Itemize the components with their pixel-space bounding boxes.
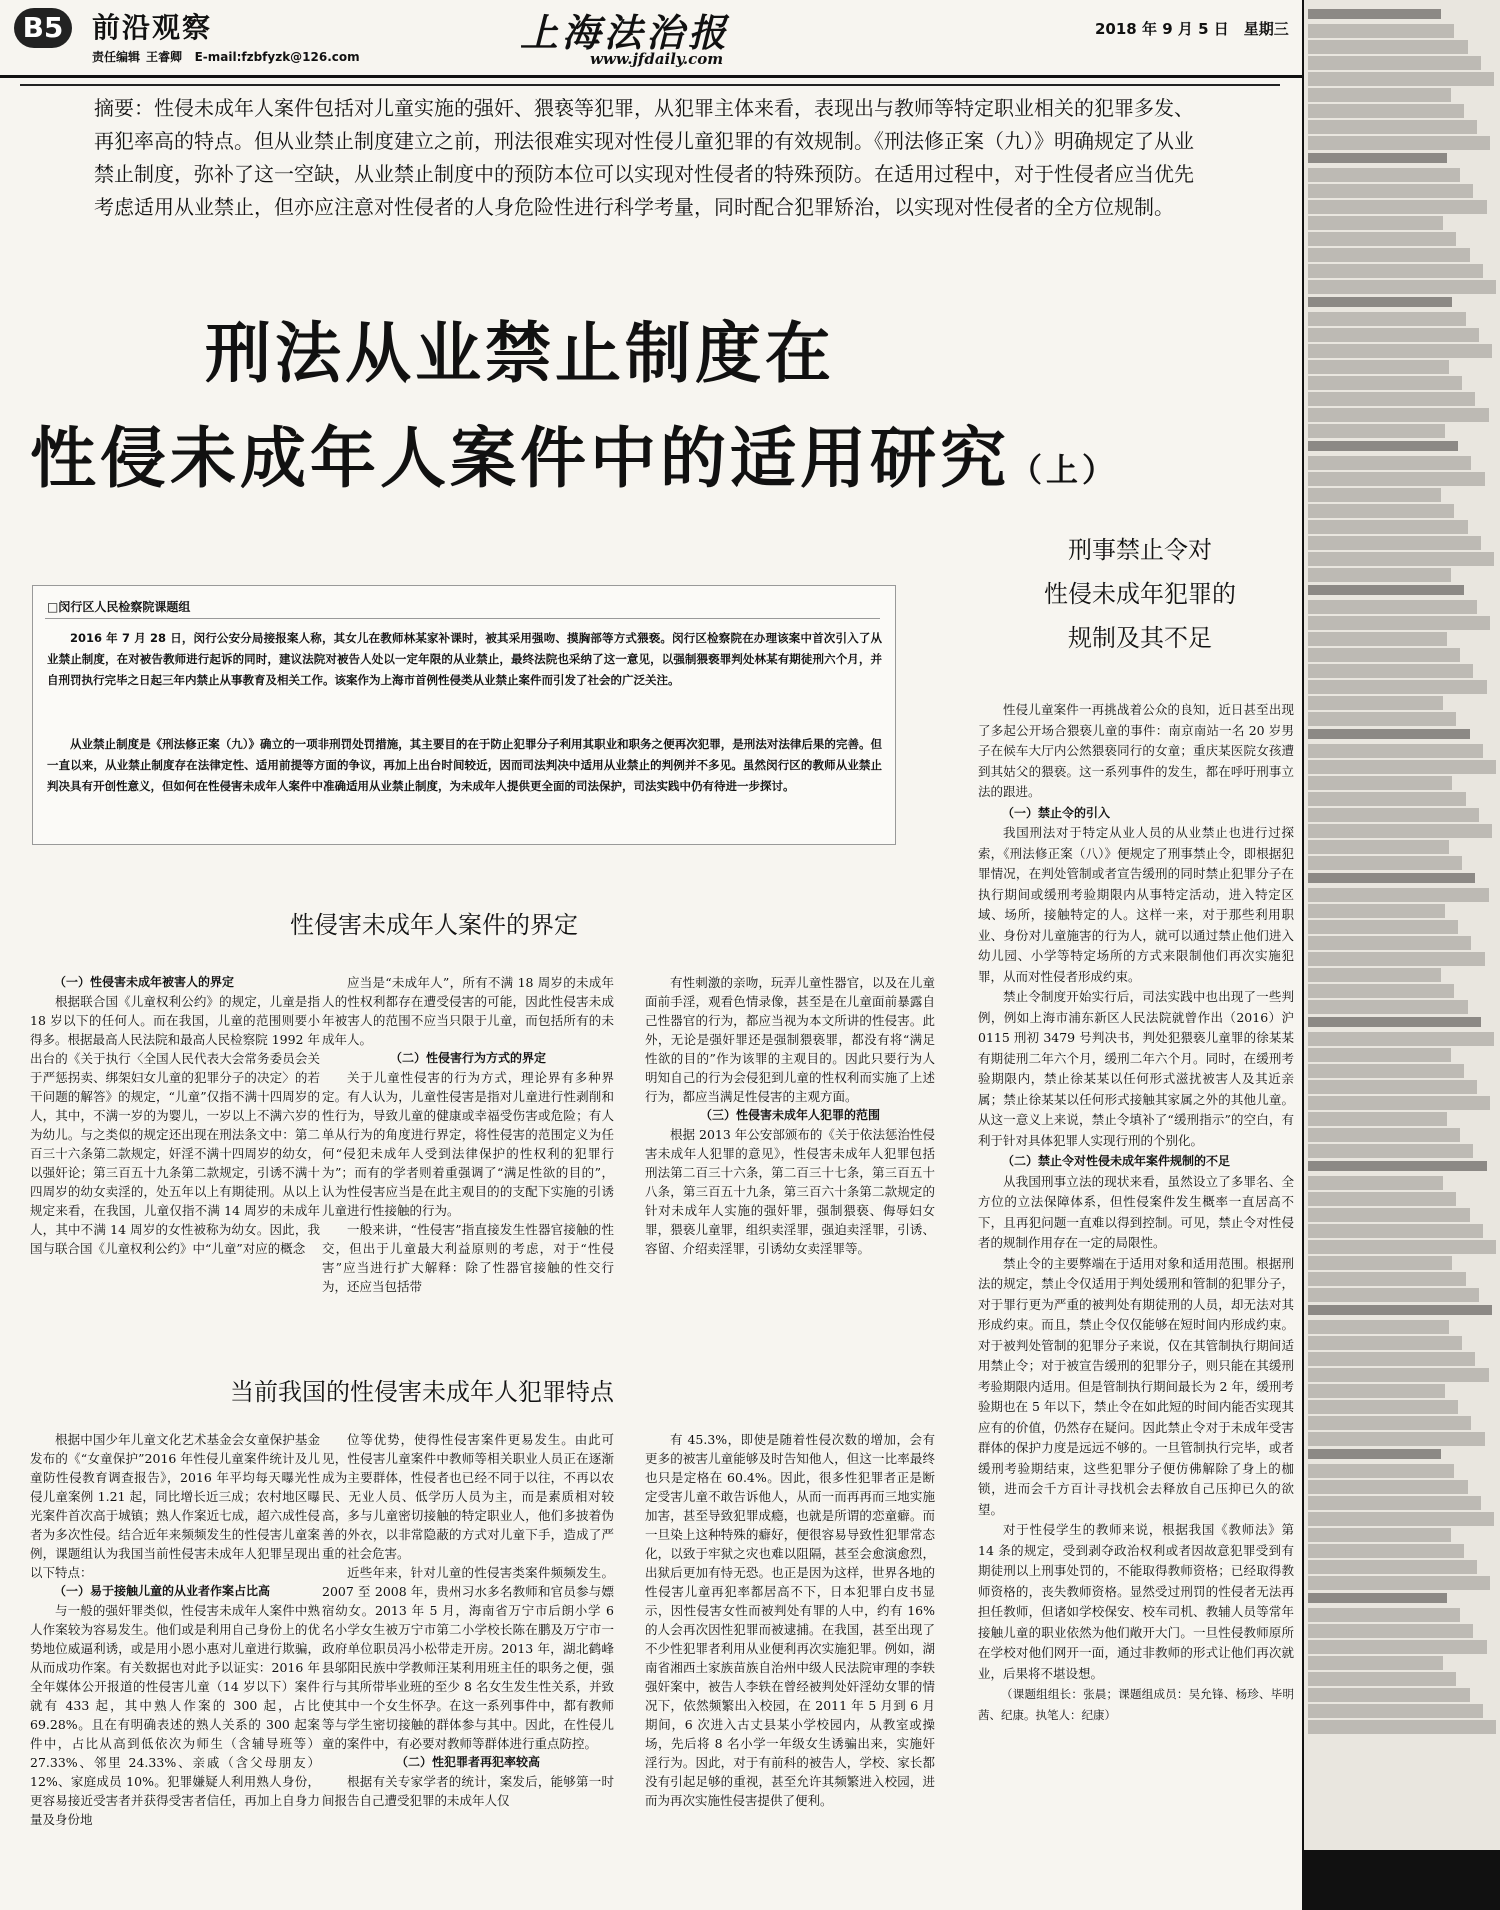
classified-notice-line [1308,424,1445,438]
classified-notice-line [1308,600,1477,614]
masthead [0,0,1500,78]
classified-notice-line [1308,72,1494,86]
section1-column-1 [30,973,320,1333]
intro-box [32,585,896,845]
classified-notice-line [1308,1336,1462,1350]
classified-notice-line [1308,568,1451,582]
section1-subheading-2: （二）性侵害行为方式的界定 [389,1051,546,1065]
classified-notice-line [1308,968,1441,982]
classified-notice-line [1308,616,1490,630]
classified-notice-line [1308,1320,1449,1334]
classified-notice-line [1308,1368,1489,1382]
classified-notice-line [1308,1192,1456,1206]
classified-notice-line [1308,1576,1490,1590]
classified-notice-line [1308,936,1471,950]
classified-notice-line [1308,1512,1494,1526]
classified-notice-line [1308,1224,1483,1238]
ads-footer [1304,1850,1500,1910]
editor-line [92,48,360,65]
section1-col2-paragraph-3: 一般来讲，“性侵害”指直接发生性器官接触的性交，但出于儿童最大利益原则的考虑，对于“性侵害”应当进行扩大解释：除了性器官接触的性交行为，还应当包括带 [322,1222,614,1294]
right-paragraph-3: 禁止令制度开始实行后，司法实践中也出现了一些判例，例如上海市浦东新区人民法院就曾作出（2016）沪 0115 刑初 3479 号判决书，判处犯猥亵儿童罪的徐某某有期徒刑二年六个月，缓刑二年六个月。同时，在缓刑考验期限内，禁止徐某某以任何形式滋扰被害人及其近亲属；禁止徐某某以任何形式接触其家属之外的其他儿童。从这一意义上来说，禁止令填补了“缓刑指示”的空白，有利于针对具体犯罪人实现行刑的个别化。 [978,989,1294,1148]
classified-notice-line [1308,1048,1451,1062]
classified-notice-line [1308,873,1475,883]
abstract: 摘要：性侵未成年人案件包括对儿童实施的强奸、猥亵等犯罪，从犯罪主体来看，表现出与教师等特定职业相关的犯罪多发、再犯率高的特点。但从业禁止制度建立之前，刑法很难实现对性侵儿童犯罪的有效规制。《刑法修正案（九）》明确规定了从业禁止制度，弥补了这一空缺，从业禁止制度中的预防本位可以实现对性侵者的特殊预防。在适用过程中，对于性侵者应当优先考虑适用从业禁止，但亦应注意对性侵者的人身危险性进行科学考量，同时配合犯罪矫治，以实现对性侵者的全方位规制。 [94,96,1194,219]
classified-notice-line [1308,232,1456,246]
classified-notice-line [1308,104,1464,118]
classified-notice-line [1308,1384,1445,1398]
section1-column-2 [322,973,614,1333]
classified-notice-line [1308,840,1449,854]
classified-notice-line [1308,904,1445,918]
classified-notice-line [1308,344,1492,358]
classified-notice-line [1308,1416,1471,1430]
right-paragraph-1: 性侵儿童案件一再挑战着公众的良知，近日甚至出现了多起公开场合猥亵儿童的事件：南京南站一名 20 岁男子在候车大厅内公然猥亵同行的女童；重庆某医院女孩遭到其姑父的猥亵。这一系列事件的发生，都在呼吁刑事立法的跟进。 [978,702,1294,799]
section2-col1-paragraph-1: 根据中国少年儿童文化艺术基金会女童保护基金发布的《“女童保护”2016 年性侵儿童案件统计及儿童防性侵教育调查报告》，2016 年平均每天曝光性侵儿童案例 1.21 起，同比增长近三成；农村地区曝光案件首次高于城镇；熟人作案近七成，超六成性侵者为多次性侵。结合近年来频频发生的性侵害儿童案例，课题组认为我国当前性侵害未成年人犯罪呈现出以下特点： [30,1432,320,1580]
classified-notice-line [1308,648,1460,662]
classified-notice-line [1308,1624,1473,1638]
classified-notice-line [1308,585,1464,595]
classified-notice-line [1308,552,1494,566]
classified-notice-line [1308,1144,1473,1158]
classified-notice-line [1308,248,1470,262]
classified-notice-line [1308,376,1462,390]
classified-notice-line [1308,536,1481,550]
classified-notice-line [1308,504,1454,518]
section2-column-3 [645,1430,935,1900]
classified-notice-line [1308,1112,1447,1126]
editor-email: E-mail:fzbfyzk@126.com [194,50,360,64]
classified-notice-line [1308,1288,1479,1302]
classified-notice-line [1308,729,1470,739]
classified-ads-column [1302,0,1500,1910]
classified-notice-line [1308,680,1487,694]
classified-notice-line [1308,24,1454,38]
classified-notice-line [1308,280,1496,294]
section2-column-1 [30,1430,320,1900]
section2-col2-paragraph-1: 位等优势，使得性侵害案件更易发生。由此可见，性侵害儿童案件中教师等相关职业人员正在逐渐成为主要群体，性侵者也已经不同于以往，不再以农民、无业人员、低学历人员为主，而是素质相对较高，多与儿童密切接触的特定职业人，他们多披着伪善的外衣，以非常隐蔽的方式对儿童下手，造成了严重的社会危害。 [322,1432,614,1561]
classified-notice-line [1308,776,1452,790]
classified-notice-line [1308,1560,1477,1574]
section-heading-definition: 性侵害未成年人案件的界定 [290,911,578,939]
classified-notice-line [1308,408,1489,422]
classified-notice-line [1308,1496,1481,1510]
classified-notice-line [1308,920,1458,934]
classified-notice-line [1308,824,1492,838]
research-team-credit: （课题组组长：张晨；课题组成员：吴允锋、杨珍、毕明茜、纪康。执笔人：纪康） [978,1687,1294,1722]
intro-paragraph-2: 从业禁止制度是《刑法修正案（九）》确立的一项非刑罚处罚措施，其主要目的在于防止犯罪分子利用其职业和职务之便再次犯罪，是刑法对法律后果的完善。但一直以来，从业禁止制度存在法律定性、适用前提等方面的争议，再加上出台时间较近，因而司法判决中适用从业禁止的判例并不多见。虽然闵行区的教师从业禁止判决具有开创性意义，但如何在性侵害未成年人案件中准确适用从业禁止制度，为未成年人提供更全面的司法保护，司法实践中仍有待进一步探讨。 [47,737,882,793]
section1-subheading-3: （三）性侵害未成年人犯罪的范围 [699,1108,880,1122]
newspaper-url: www.jfdaily.com [590,50,724,68]
classified-notice-line [1308,488,1441,502]
classified-notice-line [1308,1720,1496,1734]
classified-notice-line [1308,216,1443,230]
classified-notice-line [1308,1544,1464,1558]
issue-date: 2018 年 9 月 5 日 星期三 [1095,20,1289,38]
classified-notice-line [1308,696,1443,710]
classified-notice-line [1308,1672,1456,1686]
section1-col3-paragraph-2: 根据 2013 年公安部颁布的《关于依法惩治性侵害未成年人犯罪的意见》，性侵害未成年人犯罪包括刑法第二百三十六条，第二百三十七条，第三百五十八条，第三百五十九条，第三百六十条第二款规定的针对未成年人实施的强奸罪，强制猥亵、侮辱妇女罪，猥亵儿童罪，组织卖淫罪，强迫卖淫罪，引诱、容留、介绍卖淫罪，引诱幼女卖淫罪等。 [645,1127,935,1256]
section2-subheading-1: （一）易于接触儿童的从业者作案占比高 [54,1584,271,1598]
section2-col3-paragraph-1: 有 45.3%，即使是随着性侵次数的增加，会有更多的被害儿童能够及时告知他人，但这一比率最终也只是定格在 60.4%。因此，很多性犯罪者正是断定受害儿童不敢告诉他人，从而一而再再而三地实施加害，甚至导致犯罪成瘾，也就是所谓的恋童癖。而一旦染上这种特殊的癖好，便很容易导致性犯罪常态化，以致于牢狱之灾也难以阻隔，甚至会愈演愈烈，出狱后更加有恃无恐。也正是因为这样，世界各地的性侵害儿童再犯率都居高不下，日本犯罪白皮书显示，因性侵害女性而被判处有罪的人中，约有 16%的人会再次因性犯罪而被逮捕。在我国，甚至出现了不少性犯罪者利用从业便利再次实施犯罪。例如，湖南省湘西土家族苗族自治州中级人民法院审理的李轶强奸案中，被告人李轶在曾经被判处奸淫幼女罪的情况下，依然频繁出入校园，在 2011 年 5 月到 6 月期间，6 次进入古丈县某小学校园内，从教室或操场，先后将 8 名小学一年级女生诱骗出来，实施奸淫行为。因此，对于有前科的被告人，学校、家长都没有引起足够的重视，甚至允许其频繁进入校园，进而为再次实施性侵害提供了便利。 [645,1432,935,1808]
editor-name: 王睿卿 [146,50,183,64]
right-paragraph-6: 对于性侵学生的教师来说，根据我国《教师法》第 14 条的规定，受到剥夺政治权利或者因故意犯罪受到有期徒刑以上刑事处罚的，不能取得教师资格；已经取得教师资格的，丧失教师资格。显然受过刑罚的性侵者无法再担任教师，但诸如学校保安、校车司机、教辅人员等常年接触儿童的职业依然为他们敞开大门。一旦性侵教师原所在学校对他们网开一面，通过非教师的形式让他们再次就业，后果将不堪设想。 [978,1522,1294,1681]
article-title-line1: 刑法从业禁止制度在 [205,315,835,392]
classified-notice-line [1308,456,1471,470]
classified-notice-line [1308,360,1449,374]
right-heading-line-1: 刑事禁止令对 [1068,536,1212,564]
classified-notice-line [1308,1593,1447,1603]
classified-notice-line [1308,40,1468,54]
right-paragraph-2: 我国刑法对于特定从业人员的从业禁止也进行过探索，《刑法修正案（八）》便规定了刑事禁止令，即根据犯罪情况，在判处管制或者宣告缓刑的同时禁止犯罪分子在执行期间或缓刑考验期限内从事特定活动，进入特定区域、场所，接触特定的人。这样一来，对于那些利用职业、身份对儿童施害的行为人，就可以通过禁止他们进入幼儿园、小学等特定场所的方式来限制他们再次实施犯罪，从而对性侵者形成约束。 [978,825,1294,984]
classified-notice-line [1308,792,1466,806]
classified-notice-line [1308,9,1441,19]
classified-notice-line [1308,856,1462,870]
classified-notice-line [1308,1688,1470,1702]
classified-notice-line [1308,1352,1475,1366]
right-column-body [978,700,1294,1725]
classified-notice-line [1308,1256,1452,1270]
right-subheading-2: （二）禁止令对性侵未成年案件规制的不足 [1002,1154,1231,1168]
classified-notice-line [1308,632,1447,646]
classified-notice-line [1308,153,1447,163]
classified-notice-line [1308,664,1473,678]
classified-notice-line [1308,1704,1483,1718]
author-byline: □闵行区人民检察院课题组 [47,600,191,614]
classified-notice-line [1308,1464,1454,1478]
right-heading-line-3: 规制及其不足 [1068,624,1212,652]
classified-notice-line [1308,1400,1458,1414]
classified-notice-line [1308,312,1466,326]
article-title-line2 [30,405,1230,500]
classified-notice-line [1308,1017,1481,1027]
classified-notice-line [1308,1432,1485,1446]
classified-notice-line [1308,1000,1468,1014]
section1-col1-paragraph: 根据联合国《儿童权利公约》的规定，儿童是指 18 岁以下的任何人。而在我国，儿童的范围则要小得多。根据最高人民法院和最高人民检察院 1992 年出台的《关于执行〈全国人民代表大会常务委员会关于严惩拐卖、绑架妇女儿童的犯罪分子的决定〉的若干问题的解答》的规定，“儿童”仅指不满十四周岁的人，其中，不满一岁的为婴儿，一岁以上不满六岁的为幼儿。与之类似的规定还出现在刑法条文中：第二百三十六条第二款规定，奸淫不满十四周岁的幼女，以强奸论；第三百五十九条第二款规定，引诱不满十四周岁的幼女卖淫的，处五年以上有期徒刑。从以上规定来看，在我国，儿童仅指不满 14 周岁的未成年人，其中不满 14 周岁的女性被称为幼女。因此，我国与联合国《儿童权利公约》中“儿童”对应的概念 [30,994,320,1256]
classified-notice-line [1308,264,1483,278]
classified-notice-line [1308,1208,1470,1222]
classified-notice-line [1308,136,1490,150]
classified-notice-line [1308,712,1456,726]
section-name: 前沿观察 [92,11,213,44]
article-title-line2-text: 性侵未成年人案件中的适用研究 [30,420,1010,497]
classified-notice-line [1308,520,1468,534]
classified-notice-line [1308,1176,1443,1190]
classified-notice-line [1308,328,1479,342]
section2-col2-paragraph-3: 根据有关专家学者的统计，案发后，能够第一时间报告自己遭受犯罪的未成年人仅 [322,1774,614,1808]
classified-notice-line [1308,952,1485,966]
classified-notice-line [1308,1161,1487,1171]
classified-notice-line [1308,297,1452,307]
editor-label: 责任编辑 [92,50,141,64]
page-badge: B5 [14,8,72,48]
classified-notice-line [1308,441,1458,451]
classified-notice-line [1308,1128,1460,1142]
classified-notice-line [1308,1080,1477,1094]
classified-notice-line [1308,888,1489,902]
classified-notice-line [1308,56,1481,70]
classified-notice-line [1308,760,1496,774]
classified-notice-line [1308,1640,1487,1654]
classified-notice-line [1308,472,1485,486]
section2-col2-paragraph-2: 近些年来，针对儿童的性侵害类案件频频发生。2007 至 2008 年，贵州习水多名教师和官员参与嫖宿幼女。2013 年 5 月，海南省万宁市后朗小学 6 名小学女生被万宁市第二小学校长陈在鹏及万宁市一政府单位职员冯小松带走开房。2013 年，湖北鹤峰县邬阳民族中学教师汪某利用班主任的职务之便，强行与其所带毕业班的至少 8 名女生发生性关系，并致使其中一个女生怀孕。在这一系列事件中，都有教师等与学生密切接触的群体参与其中。因此，在性侵儿童的案件中，有必要对教师等群体进行重点防控。 [322,1565,614,1751]
classified-notice-line [1308,1480,1468,1494]
section1-subheading-1: （一）性侵害未成年被害人的界定 [54,975,235,989]
classified-notice-line [1308,120,1477,134]
classified-notice-line [1308,1608,1460,1622]
section1-col2-paragraph-2: 关于儿童性侵害的行为方式，理论界有多种界定。有人认为，儿童性侵害是指对儿童进行性剥削和性行为，导致儿童的健康或幸福受伤害或危险；有人单从行为的角度进行界定，将性侵害的范围定义为任何“侵犯未成年人受到法律保护的性权利的犯罪行为”；而有的学者则着重强调了“满足性欲的目的”，认为性侵害应当是在此主观目的的支配下实施的引诱儿童进行性接触的行为。 [322,1070,614,1218]
section2-subheading-2: （二）性犯罪者再犯率较高 [395,1755,540,1769]
right-column-heading [990,528,1290,660]
newspaper-logo: 上海法治报 [520,10,731,55]
classified-notice-line [1308,744,1483,758]
section1-col2-paragraph-1: 应当是“未成年人”，所有不满 18 周岁的未成年人的性权利都存在遭受侵害的可能，因此性侵害未成年被害人的范围不应当只限于儿童，而包括所有的未成年人。 [322,975,614,1047]
article-title-part: （上） [1010,451,1119,489]
classified-notice-line [1308,1096,1490,1110]
right-paragraph-5: 禁止令的主要弊端在于适用对象和适用范围。根据刑法的规定，禁止令仅适用于判处缓刑和管制的犯罪分子，对于罪行更为严重的被判处有期徒刑的人员，却无法对其形成约束。而且，禁止令仅仅能够在短时间内形成约束。对于被判处管制的犯罪分子来说，仅在其管制执行期间适用禁止令；对于被宣告缓刑的犯罪分子，则只能在其缓刑考验期限内适用。但是管制执行期间最长为 2 年，缓刑考验期也在 5 年以下，禁止令在如此短的时间内能否实现其应有的价值，仍然存在疑问。因此禁止令对于未成年受害群体的保护力度是远远不够的。一旦管制执行完毕，或者缓刑考验期结束，这些犯罪分子便仿佛解除了身上的枷锁，进而会千方百计寻找机会去释放自己压抑已久的欲望。 [978,1255,1294,1517]
right-subheading-1: （一）禁止令的引入 [1002,805,1111,820]
classified-notice-line [1308,1305,1492,1315]
classified-notice-line [1308,1449,1441,1459]
classified-notice-line [1308,168,1460,182]
section1-col3-paragraph-1: 有性刺激的亲吻，玩弄儿童性器官，以及在儿童面前手淫，观看色情录像，甚至是在儿童面前暴露自己性器官的行为，都应当视为本文所讲的性侵害。此外，无论是强奸罪还是强制猥亵罪，都没有将“满足性欲的目的”作为该罪的主观目的。因此只要行为人明知自己的行为会侵犯到儿童的性权利而实施了上述行为，都应当满足性侵害的主观方面。 [645,975,935,1104]
classified-notice-line [1308,984,1454,998]
classified-notice-line [1308,808,1479,822]
classified-notice-line [1308,1032,1494,1046]
section2-column-2 [322,1430,614,1900]
classified-notice-line [1308,392,1475,406]
byline-rule [45,618,880,619]
classified-notice-line [1308,1656,1443,1670]
intro-paragraph-1: 2016 年 7 月 28 日，闵行公安分局接报案人称，其女儿在教师林某家补课时，被其采用强吻、摸胸部等方式猥亵。闵行区检察院在办理该案中首次引入了从业禁止制度，在对被告教师进行起诉的同时，建议法院对被告人处以一定年限的从业禁止，最终法院也采纳了这一意见，以强制猥亵罪判处林某有期徒刑六个月，并自刑罚执行完毕之日起三年内禁止从事教育及相关工作。该案作为上海市首例性侵类从业禁止案件而引发了社会的广泛关注。 [47,631,882,687]
section1-column-3 [645,973,935,1333]
classified-notice-line [1308,1528,1451,1542]
section2-col1-paragraph-2: 与一般的强奸罪类似，性侵害未成年人案件中熟人作案较为容易发生。他们或是利用自己身份上的优势地位威逼利诱，或是用小恩小惠对儿童进行欺骗，从而成功作案。有关数据也对此予以证实：2016 年全年媒体公开报道的性侵害儿童（14 岁以下）案件就有 433 起，其中熟人作案的 300 起，占比 69.28%。且在有明确表述的熟人关系的 300 起案件中，占比从高到低依次为师生（含辅导班等）27.33%、邻里 24.33%、亲戚（含父母朋友）12%、家庭成员 10%。犯罪嫌疑人利用熟人身份，更容易接近受害者并获得受害者信任，再加上自身力量及身份地 [30,1603,320,1827]
classified-notice-line [1308,1064,1464,1078]
section-heading-characteristics: 当前我国的性侵害未成年人犯罪特点 [230,1378,614,1406]
classified-notice-line [1308,1272,1466,1286]
classified-notice-line [1308,200,1487,214]
classified-notice-line [1308,1240,1496,1254]
classified-notice-line [1308,88,1451,102]
classified-ads-text [1308,6,1498,1776]
right-paragraph-4: 从我国刑事立法的现状来看，虽然设立了多罪名、全方位的立法保障体系，但性侵案件发生概率一直居高不下，且再犯问题一直难以得到控制。可见，禁止令对性侵者的规制作用存在一定的局限性。 [978,1173,1294,1250]
abstract-top-rule [20,84,1280,86]
right-heading-line-2: 性侵未成年犯罪的 [1044,580,1236,608]
classified-notice-line [1308,184,1473,198]
